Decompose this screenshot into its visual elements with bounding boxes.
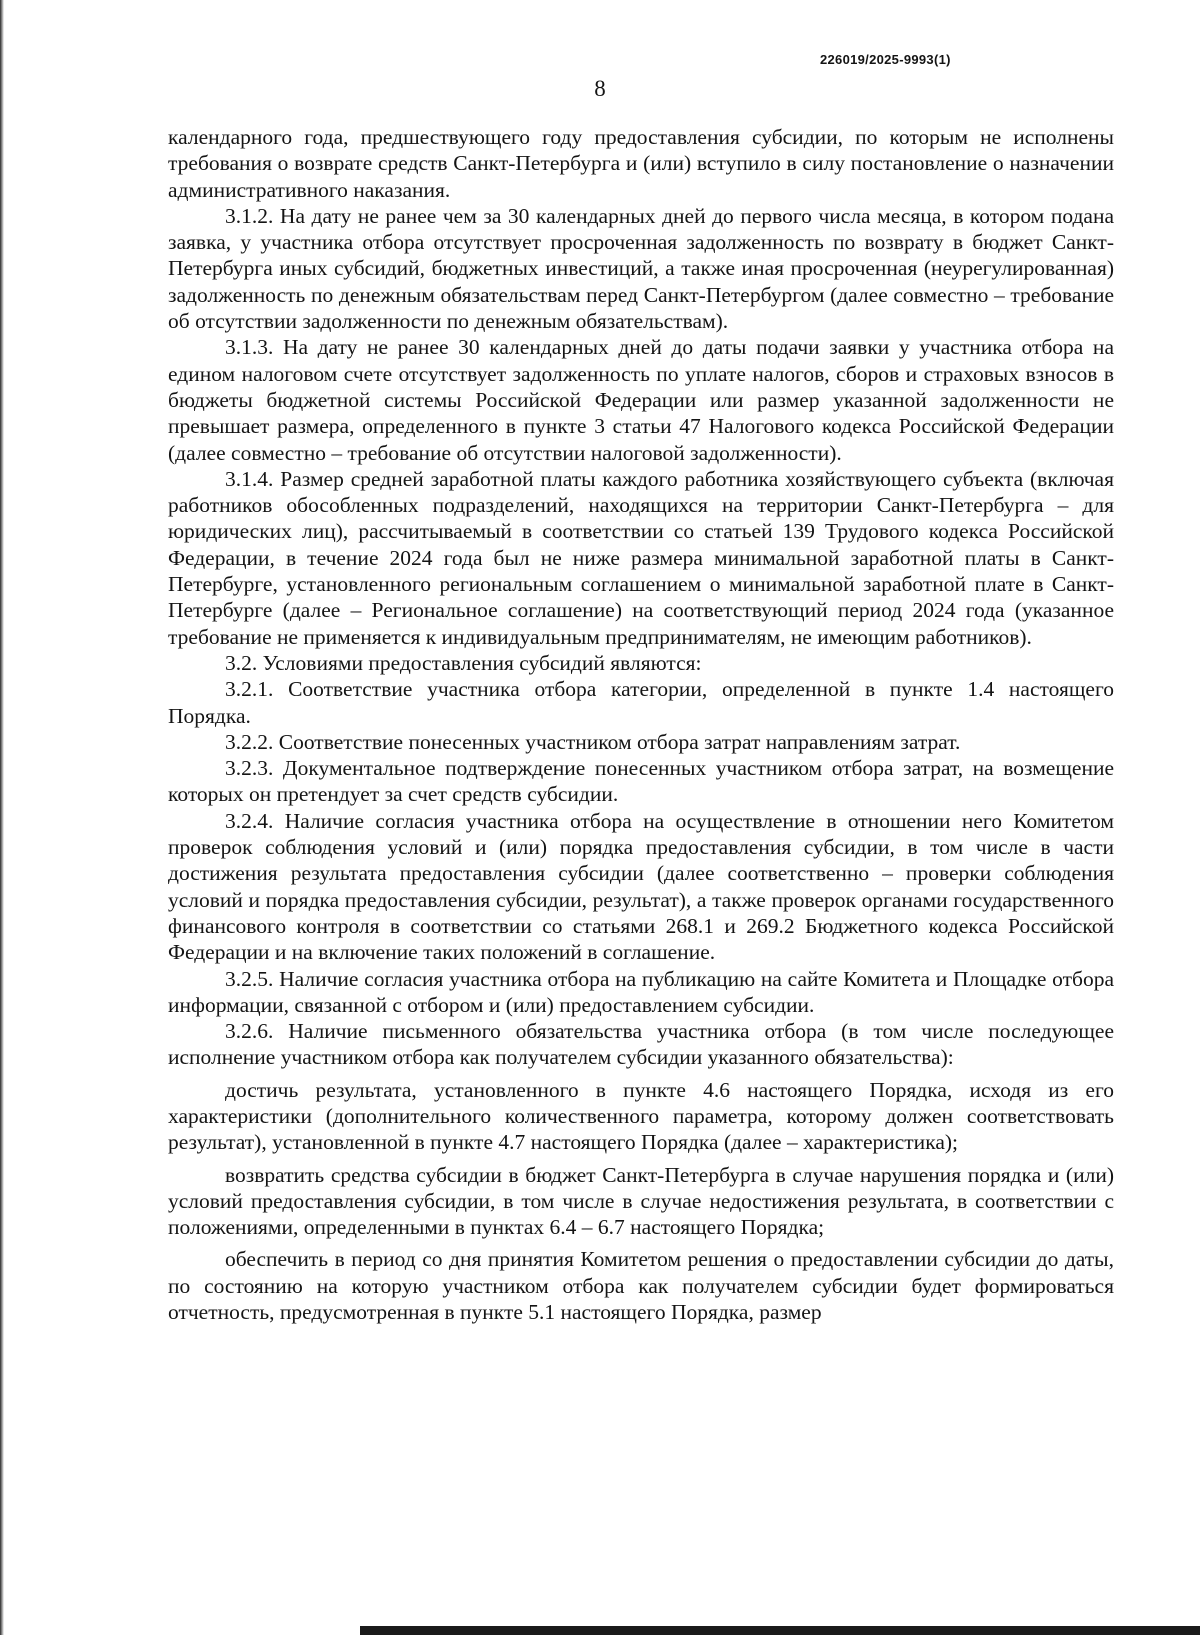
page-number: 8 [594, 76, 606, 101]
obligation-ensure-period: обеспечить в период со дня принятия Комитетом решения о предоставлении субсидии до даты, по состоянию на которую участником отбора как получателем субсидии будет формироваться отчетность, предусмотренная в пункте 5.1 настоящего Порядка, размер [168, 1247, 1114, 1325]
paragraph-3-2: 3.2. Условиями предоставления субсидий являются: [225, 650, 702, 675]
paragraph-3-2-5: 3.2.5. Наличие согласия участника отбора на публикацию на сайте Комитета и Площадке отбора информации, связанной с отбором и (или) предоставлением субсидии. [168, 966, 1114, 1017]
document-body [168, 124, 1114, 1325]
paragraph-3-1-4: 3.1.4. Размер средней заработной платы каждого работника хозяйствующего субъекта (включая работников обособленных подразделений, находящихся на территории Санкт-Петербурга – для юридических лиц), рассчитываемый в соответствии со статьей 139 Трудового кодекса Российской Федерации, в течение 2024 года был не ниже размера минимальной заработной платы в Санкт-Петербурге, установленного региональным соглашением о минимальной заработной плате в Санкт-Петербурге (далее – Региональное соглашение) на соответствующий период 2024 года (указанное требование не применяется к индивидуальным предпринимателям, не имеющим работников). [168, 466, 1114, 649]
document-registration-number: 226019/2025-9993(1) [820, 52, 951, 67]
paragraph-3-2-1: 3.2.1. Соответствие участника отбора категории, определенной в пункте 1.4 настоящего Порядка. [168, 677, 1114, 728]
scan-edge-shadow [0, 0, 4, 1635]
paragraph-3-2-3: 3.2.3. Документальное подтверждение понесенных участником отбора затрат, на возмещение которых он претендует за счет средств субсидии. [168, 756, 1114, 807]
scan-bottom-edge [360, 1626, 1200, 1635]
paragraph-continuation: календарного года, предшествующего году предоставления субсидии, по которым не исполнены требования о возврате средств Санкт-Петербурга и (или) вступило в силу постановление о назначении административного наказания. [168, 125, 1114, 202]
obligation-achieve-result: достичь результата, установленного в пункте 4.6 настоящего Порядка, исходя из его характеристики (дополнительного количественного параметра, которому должен соответствовать результат), установленной в пункте 4.7 настоящего Порядка (далее – характеристика); [168, 1077, 1114, 1155]
paragraph-3-1-3: 3.1.3. На дату не ранее 30 календарных дней до даты подачи заявки у участника отбора на едином налоговом счете отсутствует задолженность по уплате налогов, сборов и страховых взносов в бюджеты бюджетной системы Российской Федерации или размер указанной задолженности не превышает размера, определенного в пункте 3 статьи 47 Налогового кодекса Российской Федерации (далее совместно – требование об отсутствии налоговой задолженности). [168, 335, 1114, 465]
paragraph-3-1-2: 3.1.2. На дату не ранее чем за 30 календарных дней до первого числа месяца, в котором подана заявка, у участника отбора отсутствует просроченная задолженность по возврату в бюджет Санкт-Петербурга иных субсидий, бюджетных инвестиций, а также иная просроченная (неурегулированная) задолженность по денежным обязательствам перед Санкт-Петербургом (далее совместно – требование об отсутствии задолженности по денежным обязательствам). [168, 203, 1114, 334]
paragraph-3-2-4: 3.2.4. Наличие согласия участника отбора на осуществление в отношении него Комитетом проверок соблюдения условий и (или) порядка предоставления субсидии, в том числе в части достижения результата предоставления субсидии (далее соответственно – проверки соблюдения условий и порядка предоставления субсидии, результат), а также проверок органами государственного финансового контроля в соответствии со статьями 268.1 и 269.2 Бюджетного кодекса Российской Федерации и на включение таких положений в соглашение. [168, 808, 1114, 965]
paragraph-3-2-6: 3.2.6. Наличие письменного обязательства участника отбора (в том числе последующее исполнение участником отбора как получателем субсидии указанного обязательства): [168, 1019, 1114, 1070]
obligation-return-subsidy: возвратить средства субсидии в бюджет Санкт-Петербурга в случае нарушения порядка и (или) условий предоставления субсидии, в том числе в случае недостижения результата, в соответствии с положениями, определенными в пунктах 6.4 – 6.7 настоящего Порядка; [168, 1162, 1114, 1240]
paragraph-3-2-2: 3.2.2. Соответствие понесенных участником отбора затрат направлениям затрат. [225, 729, 961, 754]
